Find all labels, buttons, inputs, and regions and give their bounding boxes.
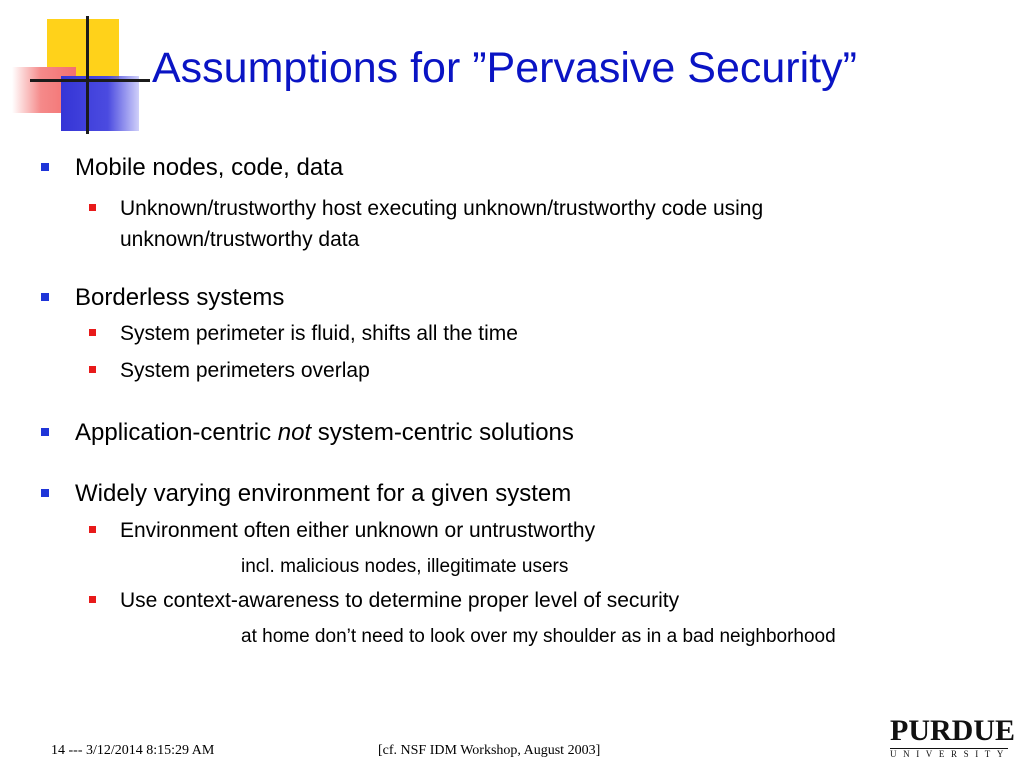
- square-bullet-icon: [89, 366, 96, 373]
- bullet-text-after: system-centric solutions: [311, 419, 574, 446]
- bullet-text: Mobile nodes, code, data: [75, 154, 344, 181]
- bullet-text: Widely varying environment for a given system: [75, 480, 572, 507]
- sub-bullet-text: Use context-awareness to determine proper level of security: [120, 589, 680, 612]
- sub-bullet-item: [120, 519, 595, 543]
- square-bullet-icon: [89, 526, 96, 533]
- bullet-item: [75, 419, 574, 447]
- sub-bullet-item: [120, 322, 518, 346]
- square-bullet-icon: [41, 428, 49, 436]
- bullet-text: Borderless systems: [75, 284, 285, 311]
- sub-bullet-item: [120, 589, 679, 613]
- bullet-item: [75, 480, 571, 508]
- sub-bullet-item: [120, 359, 370, 383]
- sub-bullet-note: incl. malicious nodes, illegitimate users: [241, 556, 569, 577]
- logo-subtitle: UNIVERSITY: [890, 749, 1010, 759]
- sub-bullet-text: System perimeter is fluid, shifts all the time: [120, 322, 518, 345]
- square-bullet-icon: [89, 329, 96, 336]
- logo-wordmark: PURDUE: [890, 714, 1015, 747]
- sub-bullet-item: [120, 193, 920, 255]
- slide-title: Assumptions for ”Pervasive Security”: [152, 44, 857, 92]
- square-bullet-icon: [41, 293, 49, 301]
- bullet-text-emphasis: not: [277, 419, 312, 446]
- bullet-item: [75, 284, 284, 312]
- sub-bullet-text: Environment often either unknown or untrustworthy: [120, 519, 596, 542]
- purdue-logo: [888, 714, 1015, 760]
- bullet-text-before: Application-centric: [75, 419, 278, 446]
- square-bullet-icon: [41, 163, 49, 171]
- citation: [cf. NSF IDM Workshop, August 2003]: [378, 743, 601, 758]
- bullet-item: [75, 154, 343, 182]
- sub-bullet-text: System perimeters overlap: [120, 359, 370, 382]
- sub-bullet-text: Unknown/trustworthy host executing unknown/trustworthy code using unknown/trustworthy data: [120, 197, 764, 251]
- square-bullet-icon: [89, 204, 96, 211]
- square-bullet-icon: [41, 489, 49, 497]
- slide-number-timestamp: 14 --- 3/12/2014 8:15:29 AM: [51, 743, 215, 758]
- square-bullet-icon: [89, 596, 96, 603]
- sub-bullet-note: at home don’t need to look over my shoulder as in a bad neighborhood: [241, 626, 836, 647]
